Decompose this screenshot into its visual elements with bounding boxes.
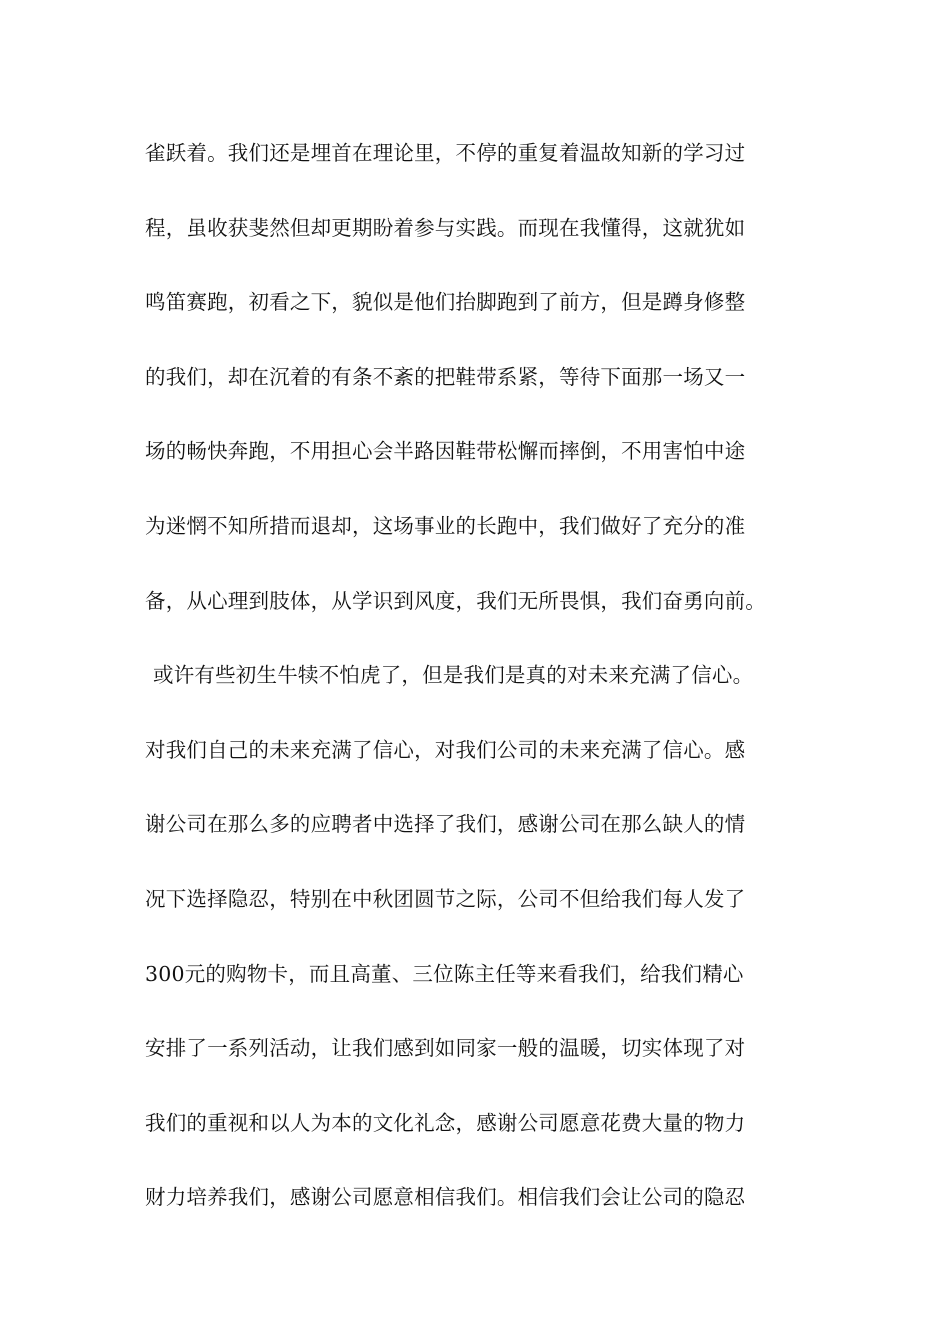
text-line: 程，虽收获斐然但却更期盼着参与实践。而现在我懂得，这就犹如: [145, 215, 746, 240]
text-line: 为迷惘不知所措而退却，这场事业的长跑中，我们做好了充分的准: [145, 513, 746, 538]
text-line: 鸣笛赛跑，初看之下，貌似是他们抬脚跑到了前方，但是蹲身修整: [145, 290, 746, 315]
text-line: 财力培养我们，感谢公司愿意相信我们。相信我们会让公司的隐忍: [145, 1185, 746, 1210]
text-line: 场的畅快奔跑，不用担心会半路因鞋带松懈而摔倒，不用害怕中途: [145, 439, 746, 464]
text-line: 300元的购物卡，而且高董、三位陈主任等来看我们，给我们精心: [145, 961, 744, 986]
text-line: 况下选择隐忍，特别在中秋团圆节之际，公司不但给我们每人发了: [145, 886, 746, 911]
text-line: 对我们自己的未来充满了信心，对我们公司的未来充满了信心。感: [145, 737, 746, 762]
text-line: 的我们，却在沉着的有条不紊的把鞋带系紧，等待下面那一场又一: [145, 364, 746, 389]
text-line: 备，从心理到肢体，从学识到风度，我们无所畏惧，我们奋勇向前。: [145, 588, 766, 613]
text-line: 我们的重视和以人为本的文化礼念，感谢公司愿意花费大量的物力: [145, 1110, 746, 1135]
text-line: 谢公司在那么多的应聘者中选择了我们，感谢公司在那么缺人的情: [145, 812, 746, 837]
text-line: 雀跃着。我们还是埋首在理论里，不停的重复着温故知新的学习过: [145, 141, 746, 165]
text-line: 安排了一系列活动，让我们感到如同家一般的温暖，切实体现了对: [145, 1036, 746, 1061]
body-text: [145, 133, 825, 1252]
text-line: 或许有些初生牛犊不怕虎了，但是我们是真的对未来充满了信心。: [153, 663, 754, 688]
